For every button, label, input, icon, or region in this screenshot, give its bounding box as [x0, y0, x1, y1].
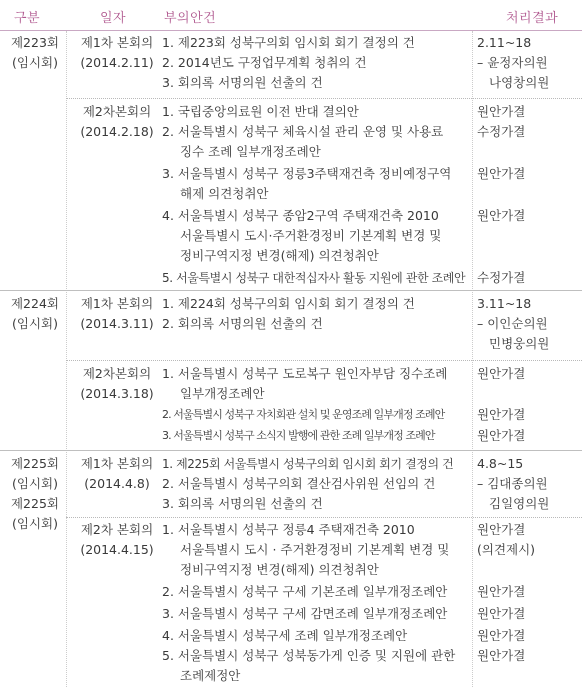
header-date: 일자 [100, 11, 127, 26]
result: 수정가결 [477, 270, 526, 285]
agenda-item: 1. 제224회 성북구의회 임시회 회기 결정의 건 [162, 296, 415, 311]
result-member: 김일영의원 [489, 496, 550, 511]
agenda-item: 2. 회의록 서명의원 선출의 건 [162, 316, 323, 331]
agenda-item-continued: 해제 의견청취안 [180, 186, 269, 201]
agenda-item: 2. 서울특별시 성북구 자치회관 설치 및 운영조례 일부개정 조례안 [162, 408, 445, 421]
session-number: 제224회 [10, 296, 59, 311]
result-note: (의견제시) [477, 542, 536, 557]
result-period: 2.11~18 [477, 35, 532, 50]
agenda-item: 2. 서울특별시 성북구 체육시설 관리 운영 및 사용료 [162, 124, 444, 139]
meeting-date: (2014.2.11) [80, 55, 154, 70]
agenda-item: 1. 제223회 성북구의회 임시회 회기 결정의 건 [162, 35, 415, 50]
agenda-item: 4. 서울특별시 성북구세 조례 일부개정조례안 [162, 628, 408, 643]
result-period: 3.11~18 [477, 296, 532, 311]
result-period: 4.8~15 [477, 456, 524, 471]
result: 원안가결 [477, 584, 526, 599]
result-member: 나영창의원 [489, 75, 550, 90]
result: 원안가결 [477, 628, 526, 643]
result: 원안가결 [477, 366, 526, 381]
agenda-item: 5. 서울특별시 성북구 대한적십자사 활동 지원에 관한 조례안 [162, 271, 466, 285]
result: 원안가결 [477, 606, 526, 621]
agenda-item-continued: 정비구역지정 변경(해제) 의견청취안 [180, 562, 379, 577]
agenda-item: 2. 서울특별시 성북구 구세 기본조례 일부개정조례안 [162, 584, 448, 599]
agenda-item-continued: 정비구역지정 변경(해제) 의견청취안 [180, 248, 379, 263]
session-number: 제223회 [10, 35, 59, 50]
agenda-item: 2. 2014년도 구정업무계획 청취의 건 [162, 55, 367, 70]
session-number: 제225회 [10, 456, 59, 471]
meeting-date: (2014.3.11) [80, 316, 154, 331]
agenda-item-continued: 일부개정조례안 [180, 386, 265, 401]
session-divider [0, 290, 582, 291]
result-member: 민병웅의원 [489, 336, 550, 351]
result: 원안가결 [477, 208, 526, 223]
agenda-item: 3. 회의록 서명의원 선출의 건 [162, 496, 323, 511]
agenda-item: 4. 서울특별시 성북구 종암2구역 주택재건축 2010 [162, 208, 439, 223]
result: 원안가결 [477, 166, 526, 181]
meeting-name: 제2차본회의 [82, 366, 152, 381]
meeting-name: 제1차 본회의 [80, 35, 154, 50]
meeting-date: (2014.2.18) [80, 124, 154, 139]
header-result: 처리결과 [506, 11, 559, 26]
result: 원안가결 [477, 428, 526, 443]
meeting-date: (2014.4.15) [80, 542, 154, 557]
agenda-item: 5. 서울특별시 성북구 성북동가게 인증 및 지원에 관한 [162, 648, 456, 663]
header-gubun: 구분 [14, 11, 41, 26]
agenda-item-continued: 서울특별시 도시 · 주거환경정비 기본계획 변경 및 [180, 542, 450, 557]
column-divider [472, 31, 473, 687]
result: 원안가결 [477, 104, 526, 119]
meeting-name: 제2차본회의 [82, 104, 152, 119]
agenda-item: 3. 서울특별시 성북구 소식지 발행에 관한 조례 일부개정 조례안 [162, 429, 435, 442]
agenda-item: 1. 국립중앙의료원 이전 반대 결의안 [162, 104, 359, 119]
meeting-date: (2014.4.8) [84, 476, 150, 491]
row-divider [66, 98, 582, 99]
row-divider [66, 360, 582, 361]
result-member: – 김대종의원 [477, 476, 548, 491]
agenda-item: 3. 회의록 서명의원 선출의 건 [162, 75, 323, 90]
agenda-item: 1. 제225회 서울특별시 성북구의회 임시회 회기 결정의 건 [162, 457, 454, 471]
session-type: (임시회) [12, 476, 58, 491]
agenda-item-continued: 서울특별시 도시·주거환경정비 기본계획 변경 및 [180, 228, 442, 243]
agenda-item: 3. 서울특별시 성북구 정릉3주택재건축 정비예정구역 [162, 166, 452, 181]
session-number: 제225회 [10, 496, 59, 511]
result-member: – 윤정자의원 [477, 55, 548, 70]
session-type: (임시회) [12, 516, 58, 531]
meeting-date: (2014.3.18) [80, 386, 154, 401]
session-type: (임시회) [12, 55, 58, 70]
agenda-item: 1. 서울특별시 성북구 정릉4 주택재건축 2010 [162, 522, 415, 537]
agenda-item: 3. 서울특별시 성북구 구세 감면조례 일부개정조례안 [162, 606, 448, 621]
agenda-item-continued: 징수 조례 일부개정조례안 [180, 144, 321, 159]
result: 수정가결 [477, 124, 526, 139]
session-divider [0, 450, 582, 451]
row-divider [66, 517, 582, 518]
agenda-item-continued: 조례제정안 [180, 668, 241, 683]
agenda-item: 2. 서울특별시 성북구의회 결산검사위원 선임의 건 [162, 476, 436, 491]
meeting-name: 제2차 본회의 [80, 522, 154, 537]
meeting-name: 제1차 본회의 [80, 296, 154, 311]
result: 원안가결 [477, 522, 526, 537]
meeting-name: 제1차 본회의 [80, 456, 154, 471]
result-member: – 이인순의원 [477, 316, 548, 331]
agenda-item: 1. 서울특별시 성북구 도로복구 원인자부담 징수조례 [162, 366, 448, 381]
session-type: (임시회) [12, 316, 58, 331]
result: 원안가결 [477, 407, 526, 422]
header-agenda: 부의안건 [164, 11, 217, 26]
result: 원안가결 [477, 648, 526, 663]
table-header [0, 0, 582, 31]
